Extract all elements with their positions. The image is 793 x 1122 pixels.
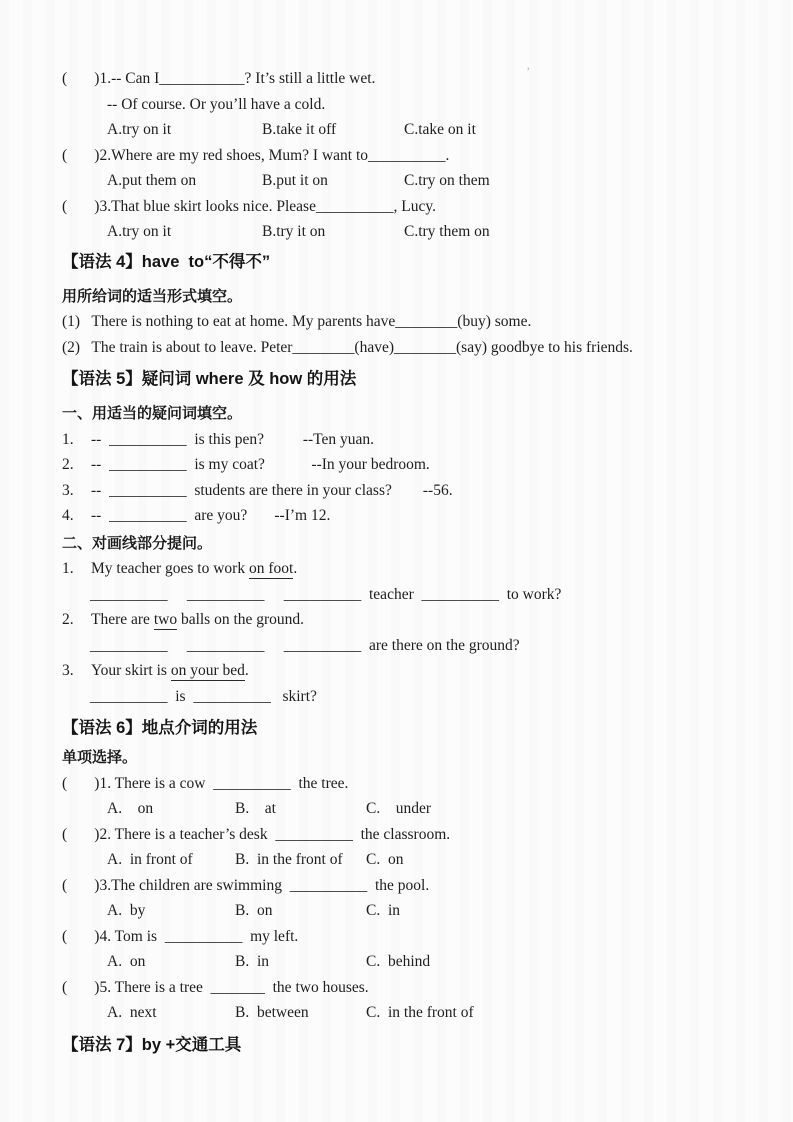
option-b: B. on (235, 902, 273, 919)
fill-question-3 (62, 478, 759, 504)
mc-q2-options (62, 168, 759, 194)
prep-q3-stem: ( )3.The children are swimming __________ the pool. (62, 876, 430, 894)
stray-mark: ’ (526, 64, 531, 79)
question-text: -- __________ are you? (91, 507, 248, 524)
rewrite-blanks-2: __________ __________ __________ are there on the ground? (90, 636, 520, 654)
answer-text: --In your bedroom. (264, 456, 430, 473)
grammar4-instruction: 用所给词的适当形式填空。 (62, 287, 243, 305)
option-c: C.take on it (404, 121, 476, 138)
section-grammar4 (62, 249, 759, 361)
grammar5-header: 【语法 5】疑问词 where 及 how 的用法 (62, 370, 357, 388)
rewrite-blanks-1: __________ __________ __________ teacher __________ to work? (90, 585, 562, 603)
statement-text: There are (91, 611, 154, 628)
grammar5-part2-title: 二、对画线部分提问。 (62, 534, 213, 552)
prep-q5-options (62, 1000, 759, 1026)
option-c: C.try them on (404, 223, 490, 240)
option-b: B. at (235, 800, 276, 817)
statement-text: My teacher goes to work (91, 560, 249, 577)
underlined-part: two (153, 611, 178, 628)
item-number: 2. (62, 611, 74, 628)
rewrite-blanks-3: __________ is __________ skirt? (90, 687, 317, 705)
answer-text: --56. (391, 481, 453, 499)
prep-q4-stem: ( )4. Tom is __________ my left. (62, 927, 299, 945)
fill-question-4 (62, 503, 759, 529)
rewrite-statement-1 (62, 556, 759, 582)
mc-q1-stem: ( )1.-- Can I___________? It’s still a little wet. (62, 70, 376, 87)
option-a: A.try on it (107, 121, 172, 138)
option-b: B.try it on (262, 223, 326, 240)
mc-q3-stem: ( )3.That blue skirt looks nice. Please__________, Lucy. (62, 197, 436, 215)
option-a: A. on (107, 800, 154, 817)
grammar4-header: 【语法 4】have to“不得不” (62, 252, 271, 271)
question-text: -- __________ students are there in your class? (91, 481, 392, 499)
question-text: -- __________ is this pen? (91, 430, 265, 448)
option-a: A. next (107, 1004, 157, 1021)
prep-q1-options (62, 796, 759, 822)
option-c: C. under (366, 800, 432, 817)
grammar4-item-2: (2) The train is about to leave. Peter________(have)________(say) goodbye to his friends. (62, 338, 633, 356)
option-c: C. behind (366, 953, 431, 970)
answer-text: --Ten yuan. (264, 430, 375, 448)
option-a: A. by (107, 902, 146, 919)
fill-question-2 (62, 452, 759, 478)
section-grammar6 (62, 715, 759, 1026)
prep-q3-options (62, 898, 759, 924)
mc-q3-options (62, 219, 759, 245)
option-c: C. in the front of (366, 1004, 474, 1021)
option-a: A. in front of (107, 851, 193, 868)
prep-q2-options (62, 847, 759, 873)
grammar4-item-1: (1) There is nothing to eat at home. My parents have________(buy) some. (62, 313, 532, 330)
grammar6-instruction: 单项选择。 (62, 749, 138, 766)
section-mc-clothes (62, 66, 759, 245)
mc-q2-stem: ( )2.Where are my red shoes, Mum? I want to__________. (62, 146, 450, 164)
grammar5-part1-title: 一、用适当的疑问词填空。 (62, 405, 243, 422)
mc-q1-options (62, 117, 759, 143)
statement-text: . (244, 662, 249, 679)
statement-text: . (293, 560, 298, 577)
item-number: 4. (62, 507, 74, 524)
option-b: B. in the front of (235, 851, 343, 868)
option-c: C.try on them (404, 172, 490, 189)
prep-q2-stem: ( )2. There is a teacher’s desk __________ the classroom. (62, 825, 451, 843)
fill-question-1 (62, 427, 759, 453)
prep-q5-stem: ( )5. There is a tree _______ the two houses. (62, 978, 369, 996)
option-a: A.try on it (107, 223, 172, 240)
option-b: B.put it on (262, 172, 328, 189)
grammar7-header: 【语法 7】by +交通工具 (62, 1035, 242, 1054)
item-number: 3. (62, 662, 74, 679)
option-c: C. on (366, 851, 404, 868)
option-b: B.take it off (262, 121, 337, 138)
prep-q1-stem: ( )1. There is a cow __________ the tree. (62, 774, 349, 792)
mc-q1-reply: -- Of course. Or you’ll have a cold. (107, 95, 326, 113)
option-c: C. in (366, 902, 401, 919)
grammar6-header: 【语法 6】地点介词的用法 (62, 719, 258, 737)
option-b: B. between (235, 1004, 309, 1021)
section-grammar7 (62, 1032, 759, 1058)
rewrite-statement-2 (62, 607, 759, 633)
option-b: B. in (235, 953, 270, 970)
question-text: -- __________ is my coat? (91, 456, 265, 473)
option-a: A.put them on (107, 172, 197, 189)
section-grammar5 (62, 366, 759, 709)
item-number: 2. (62, 456, 74, 473)
statement-text: Your skirt is (91, 662, 171, 679)
answer-text: --I’m 12. (247, 507, 331, 524)
item-number: 3. (62, 481, 74, 499)
statement-text: balls on the ground. (177, 611, 305, 628)
item-number: 1. (62, 560, 74, 577)
option-a: A. on (107, 953, 146, 970)
rewrite-statement-3 (62, 658, 759, 684)
item-number: 1. (62, 430, 74, 448)
underlined-part: on foot (248, 560, 294, 577)
underlined-part: on your bed (170, 662, 245, 679)
prep-q4-options (62, 949, 759, 975)
